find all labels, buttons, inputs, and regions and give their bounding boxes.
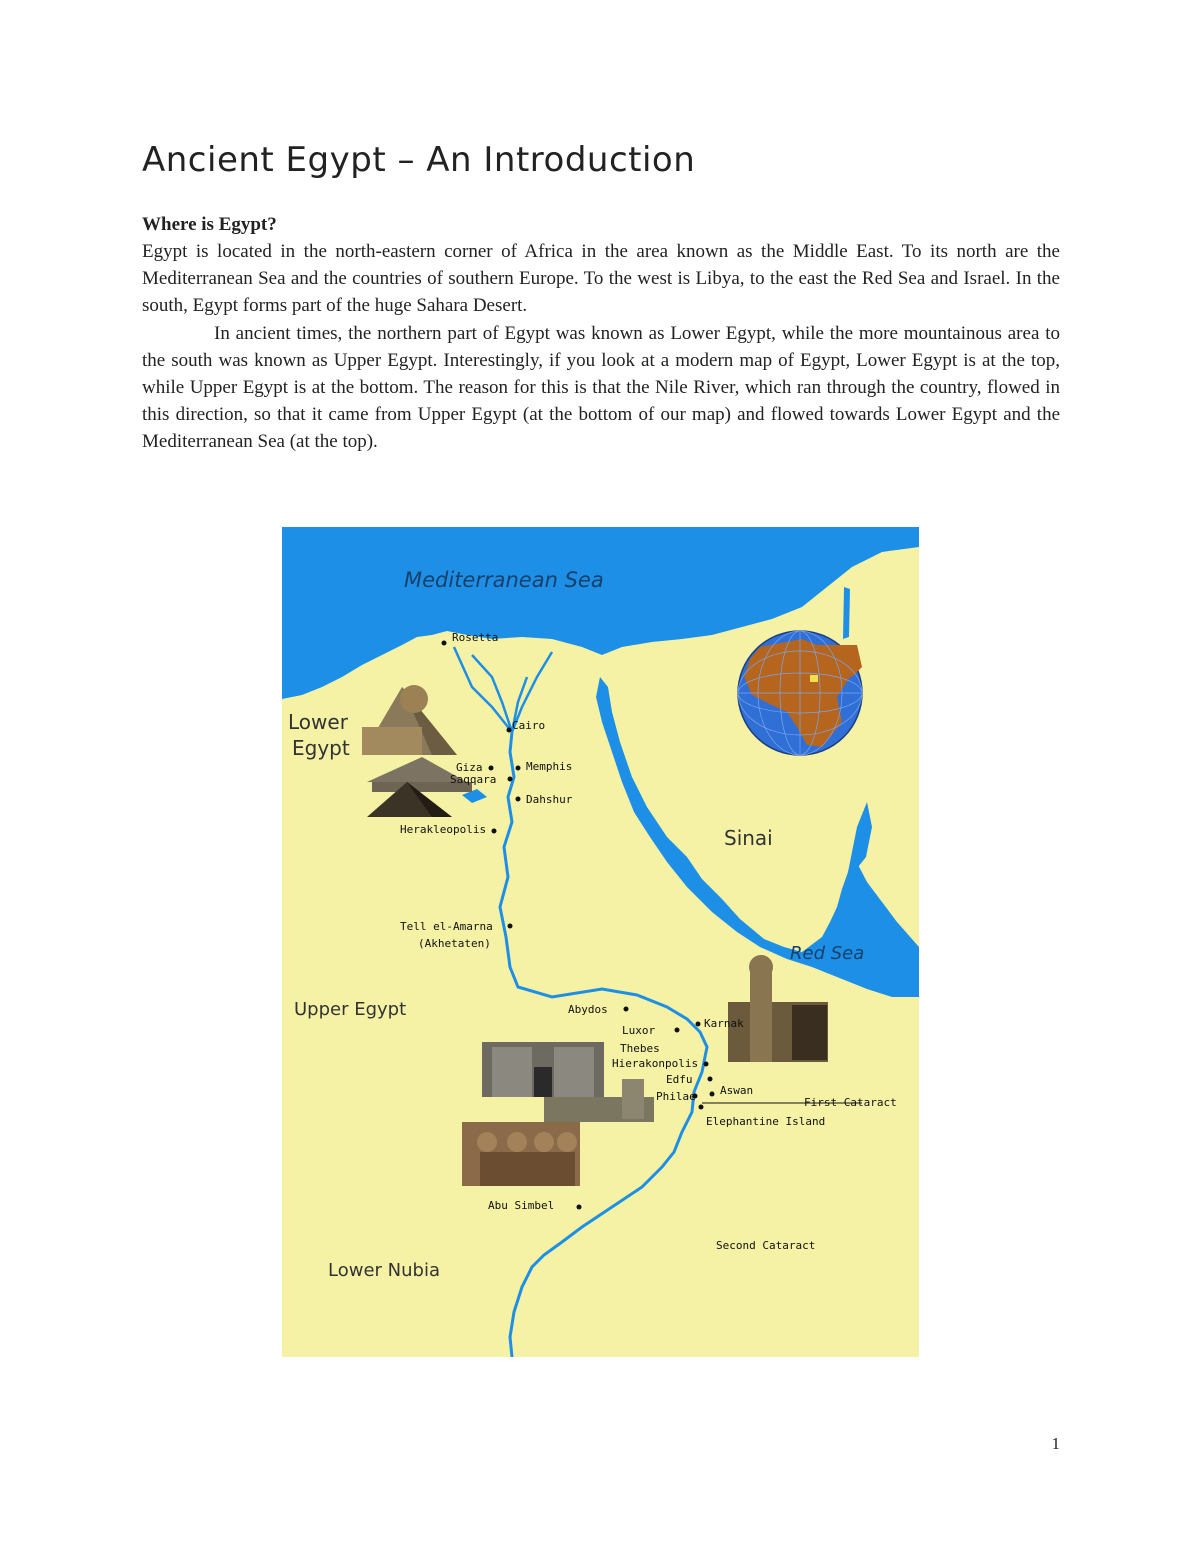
dot-aswan (710, 1092, 715, 1097)
label-first-cataract: First Cataract (804, 1096, 897, 1109)
label-abydos: Abydos (568, 1003, 608, 1016)
dot-dahshur (516, 797, 521, 802)
intro-section (142, 212, 1060, 456)
dot-saqqara (508, 777, 513, 782)
label-philae: Philae (656, 1090, 696, 1103)
label-elephantine: Elephantine Island (706, 1115, 826, 1128)
label-edfu: Edfu (666, 1073, 693, 1086)
section-heading: Where is Egypt? (142, 214, 277, 235)
paragraph-location: Egypt is located in the north-eastern corner of Africa in the area known as the Middle East. To its north are the Mediterranean Sea and the countries of southern Europe. To the west is Libya, to the east the Red Sea and Israel. In the south, Egypt forms part of the huge Sahara Desert. (142, 241, 1060, 317)
egypt-map (282, 527, 919, 1357)
label-mediterranean-sea: Mediterranean Sea (404, 568, 604, 592)
label-saqqara: Saqqara (450, 773, 497, 786)
page-title: Ancient Egypt – An Introduction (142, 140, 696, 180)
label-giza: Giza (456, 761, 483, 774)
dot-rosetta (442, 641, 447, 646)
label-thebes: Thebes (620, 1042, 660, 1055)
label-lower-nubia: Lower Nubia (328, 1260, 440, 1281)
dot-herakleopolis (492, 829, 497, 834)
dot-edfu (708, 1077, 713, 1082)
label-second-cataract: Second Cataract (716, 1239, 816, 1252)
label-dahshur: Dahshur (526, 793, 573, 806)
dot-amarna (508, 924, 513, 929)
label-abu-simbel: Abu Simbel (488, 1199, 555, 1212)
label-hierakonpolis: Hierakonpolis (612, 1057, 699, 1070)
dead-sea-shape (843, 587, 850, 639)
label-karnak: Karnak (704, 1017, 744, 1030)
abu-simbel-image (462, 1122, 580, 1186)
dot-hierakonpolis (704, 1062, 709, 1067)
dot-cairo (507, 728, 512, 733)
label-cairo: Cairo (512, 719, 546, 732)
paragraph-upper-lower: In ancient times, the northern part of Egypt was known as Lower Egypt, while the more mountainous area to the south was known as Upper Egypt. Interestingly, if you look at a modern map of Egypt, Lower Egypt is at the top, while Upper Egypt is at the bottom. The reason for this is that the Nile River, which ran through the country, flowed in this direction, so that it came from Upper Egypt (at the bottom of our map) and flowed towards Lower Egypt and the Mediterranean Sea (at the top). (142, 322, 1060, 453)
edfu-temple-image (482, 1042, 604, 1097)
label-herakleopolis: Herakleopolis (400, 823, 487, 836)
label-memphis: Memphis (526, 760, 573, 773)
page-number: 1 (1051, 1434, 1060, 1453)
label-sinai: Sinai (724, 826, 773, 850)
label-egypt: Egypt (292, 736, 350, 760)
dot-luxor (675, 1028, 680, 1033)
label-upper-egypt: Upper Egypt (294, 999, 407, 1020)
dot-memphis (516, 766, 521, 771)
label-red-sea: Red Sea (790, 943, 865, 964)
dot-giza (489, 766, 494, 771)
label-amarna: Tell el-Amarna (400, 920, 493, 933)
dot-karnak (696, 1022, 701, 1027)
label-aswan: Aswan (720, 1084, 754, 1097)
dot-abu-simbel (577, 1205, 582, 1210)
globe-icon (738, 631, 862, 755)
label-luxor: Luxor (622, 1024, 656, 1037)
dot-elephantine (699, 1105, 704, 1110)
label-rosetta: Rosetta (452, 631, 499, 644)
dot-abydos (624, 1007, 629, 1012)
label-akhetaten: (Akhetaten) (418, 937, 491, 950)
label-lower: Lower (288, 710, 348, 734)
